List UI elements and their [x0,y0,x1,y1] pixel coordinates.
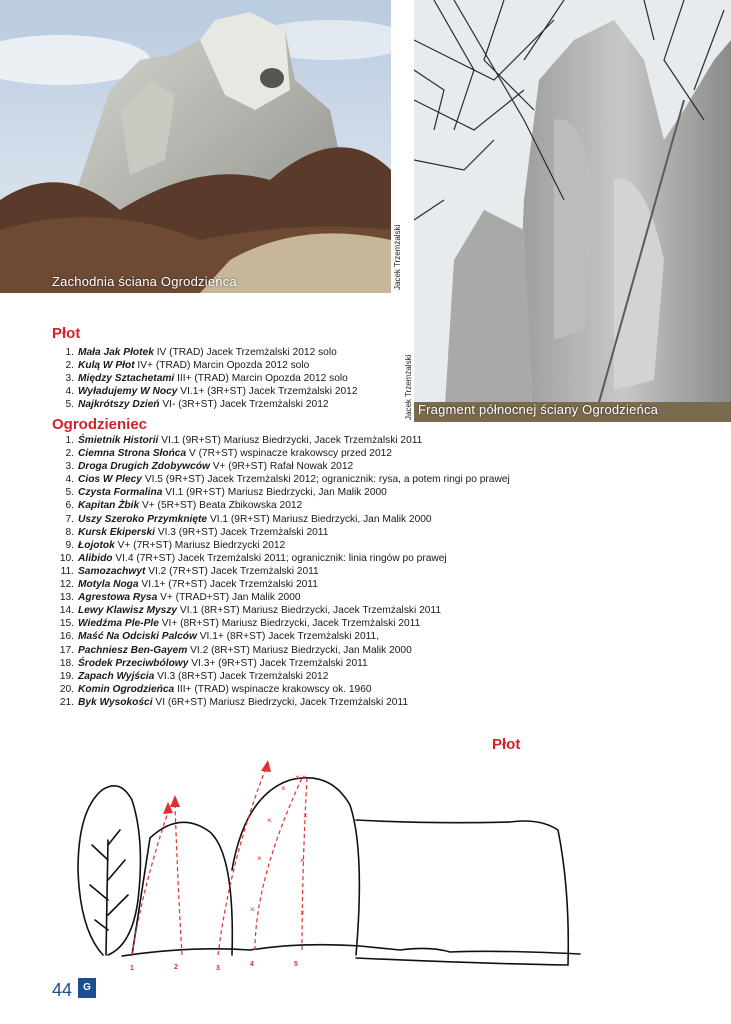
photo-west-caption: Zachodnia ściana Ogrodzieńca [52,274,237,289]
bolt-mark: × [300,856,305,865]
route-item: 3. Między Sztachetami III+ (TRAD) Marcin Opozda 2012 solo [65,373,348,385]
route-line-2 [175,805,182,955]
photo-west-face [0,0,391,293]
route-item: 20. Komin Ogrodzieńca III+ (TRAD) wspinacze krakowscy ok. 1960 [59,683,372,695]
route-item: 19. Zapach Wyjścia VI.3 (8R+ST) Jacek Trzemżalski 2012 [59,670,329,682]
photo-north-caption: Fragment północnej ściany Ogrodzieńca [418,402,659,417]
route-number-label: 2 [174,964,178,971]
route-item: 10. Alibido VI.4 (7R+ST) Jacek Trzemżalski 2011; ogranicznik: linia ringów po prawej [59,552,447,564]
route-number-label: 3 [216,965,220,972]
bolt-mark: × [257,854,262,863]
route-item: 8. Kursk Ekiperski VI.3 (9R+ST) Jacek Trzemżalski 2011 [65,526,329,538]
topo-drawing [70,750,590,985]
rock-left [132,822,232,955]
route-item: 4. Wyładujemy W Nocy VI.1+ (3R+ST) Jacek Trzemżalski 2012 [65,386,358,398]
section-title-plot: Płot [52,325,81,342]
route-line-1 [132,812,168,955]
bolt-mark: × [250,905,255,914]
bolt-mark: × [267,816,272,825]
photo-west-credit: Jacek Trzemżalski [393,224,402,290]
bolt-mark: × [300,908,305,917]
route-item: 17. Pachniesz Ben-Gayem VI.2 (8R+ST) Mariusz Biedrzycki, Jan Malik 2000 [59,644,412,656]
photo-north-credit: Jacek Trzemżalski [404,354,413,420]
route-item: 6. Kapitan Żbik V+ (5R+ST) Beata Zbikowska 2012 [65,500,303,512]
route-arrow-3 [261,760,271,772]
route-item: 16. Maść Na Odciski Palców VI.1+ (8R+ST) Jacek Trzemżalski 2011, [59,631,380,643]
route-item: 11. Samozachwyt VI.2 (7R+ST) Jacek Trzemżalski 2011 [60,565,319,577]
route-item: 2. Kulą W Płot IV+ (TRAD) Marcin Opozda 2012 solo [65,360,310,372]
route-item: 7. Uszy Szeroko Przymknięte VI.1 (9R+ST) Mariusz Biedrzycki, Jan Malik 2000 [65,513,432,525]
tree-crown [78,786,140,955]
route-item: 12. Motyla Noga VI.1+ (7R+ST) Jacek Trzemżalski 2011 [59,579,318,591]
route-item: 5. Najkrótszy Dzień VI- (3R+ST) Jacek Trzemżalski 2012 [65,399,329,411]
route-item: 13. Agrestowa Rysa V+ (TRAD+ST) Jan Malik 2000 [59,592,301,604]
route-line-4 [255,778,302,950]
ground-line [122,945,580,956]
route-item: 2. Ciemna Strona Słońca V (7R+ST) wspinacze krakowscy przed 2012 [65,448,392,460]
tree-trunk [106,840,108,955]
route-number-label: 5 [294,961,298,968]
rock-right [356,820,568,965]
route-item: 18. Środek Przeciwbólowy VI.3+ (9R+ST) Jacek Trzemżalski 2011 [59,657,368,669]
bolt-mark: × [303,811,308,820]
route-item: 9. Łojotok V+ (7R+ST) Mariusz Biedrzycki 2012 [65,539,286,551]
route-item: 14. Lewy Klawisz Myszy VI.1 (8R+ST) Mariusz Biedrzycki, Jacek Trzemżalski 2011 [59,605,442,617]
route-list-ogrodzieniec [52,434,510,709]
route-list-plot [52,346,358,411]
publisher-logo: G [78,978,96,998]
route-number-label: 4 [250,961,254,968]
section-title-ogrodzieniec: Ogrodzieniec [52,416,148,433]
route-item: 1. Śmietnik Historii VI.1 (9R+ST) Mariusz Biedrzycki, Jacek Trzemżalski 2011 [65,435,423,446]
route-item: 3. Droga Drugich Zdobywców V+ (9R+ST) Rafał Nowak 2012 [65,461,354,473]
rock-middle [232,778,359,955]
route-item: 4. Cios W Plecy VI.5 (9R+ST) Jacek Trzemżalski 2012; ogranicznik: rysa, a potem ringi po prawej [65,474,510,486]
page-number: 44 [52,980,73,1000]
route-item: 5. Czysta Formalina VI.1 (9R+ST) Mariusz Biedrzycki, Jan Malik 2000 [65,487,387,499]
bolt-mark: × [302,773,307,782]
route-arrow-2 [170,795,180,807]
route-item: 15. Wiedźma Ple-Ple VI+ (8R+ST) Mariusz Biedrzycki, Jacek Trzemżalski 2011 [59,618,421,630]
photo-north-face [414,0,731,422]
topo-title: Płot [492,736,521,753]
bolt-mark: × [295,773,300,782]
bolt-mark: × [281,784,286,793]
route-item: 1. Mała Jak Płotek IV (TRAD) Jacek Trzemżalski 2012 solo [65,347,337,358]
route-item: 21. Byk Wysokości VI (6R+ST) Mariusz Biedrzycki, Jacek Trzemżalski 2011 [59,696,408,708]
route-number-label: 1 [130,965,134,972]
